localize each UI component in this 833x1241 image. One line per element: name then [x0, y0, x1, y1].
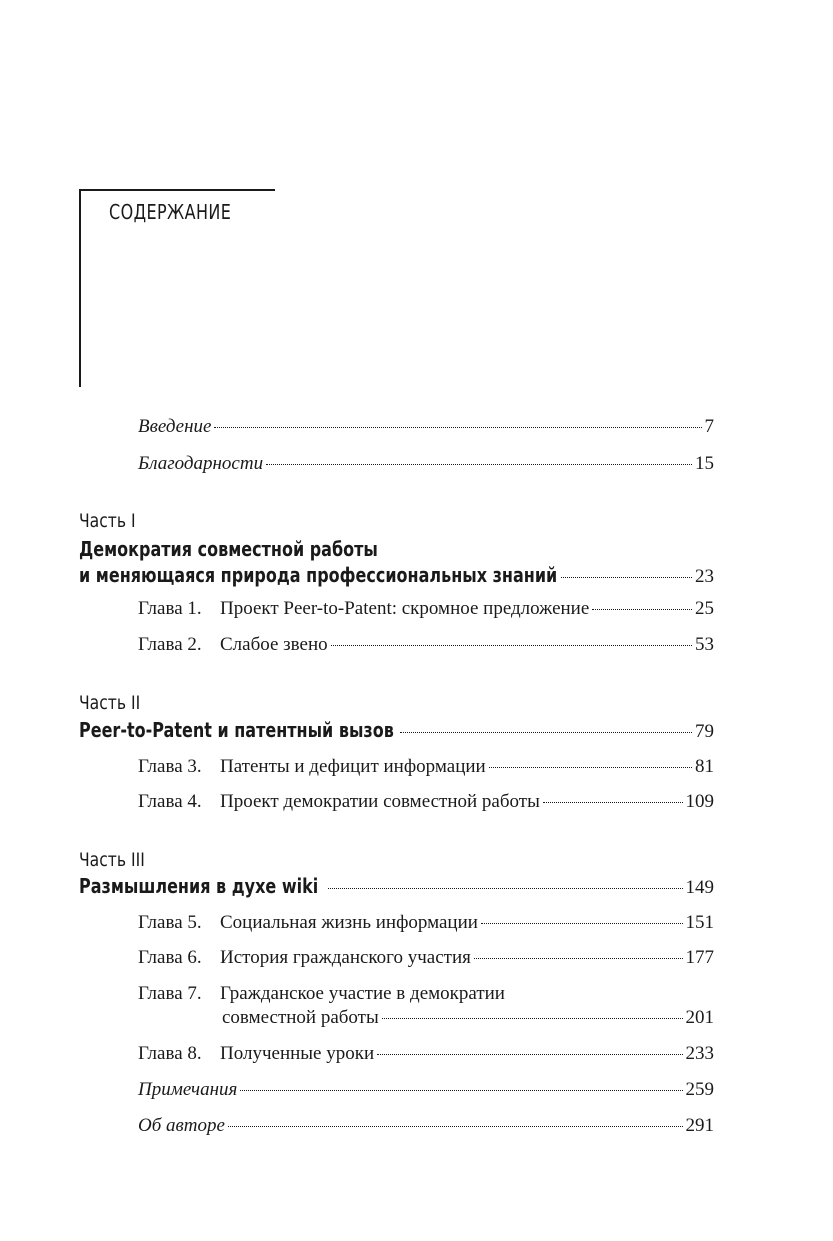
chapter-title: Проект Peer-to-Patent: скромное предложение: [220, 598, 590, 619]
leader-dots: [561, 577, 692, 578]
chapter-title: Социальная жизнь информации: [220, 912, 478, 933]
leader-dots: [377, 1054, 682, 1055]
part-label: Часть II: [79, 692, 141, 714]
corner-bracket-horizontal: [79, 189, 275, 191]
toc-entry-about-author[interactable]: [138, 1115, 714, 1139]
toc-page-number: 79: [695, 721, 714, 742]
toc-entry-part-2[interactable]: [79, 718, 714, 742]
toc-entry-part-1[interactable]: [79, 563, 714, 587]
part-title: Размышления в духе wiki: [79, 874, 319, 898]
toc-entry-label: Примечания: [138, 1079, 238, 1100]
part-title-line: [79, 537, 453, 563]
toc-entry-part-3[interactable]: [79, 874, 714, 898]
toc-entry-chapter-1[interactable]: [138, 598, 714, 622]
chapter-number: Глава 3.: [138, 756, 202, 777]
leader-dots: [382, 1018, 683, 1019]
chapter-number: Глава 2.: [138, 634, 202, 655]
chapter-title: Слабое звено: [220, 634, 328, 655]
leader-dots: [543, 802, 683, 803]
leader-dots: [240, 1090, 682, 1091]
leader-dots: [592, 609, 692, 610]
chapter-title: Полученные уроки: [220, 1043, 375, 1064]
toc-page-number: 109: [685, 791, 714, 812]
chapter-number: Глава 8.: [138, 1043, 202, 1064]
toc-entry-introduction[interactable]: [138, 416, 714, 440]
leader-dots: [400, 732, 692, 733]
leader-dots: [481, 923, 683, 924]
toc-page-number: 177: [685, 947, 714, 968]
part-label: Часть I: [79, 510, 136, 532]
leader-dots: [328, 888, 683, 889]
toc-page-number: 151: [685, 912, 714, 933]
leader-dots: [474, 958, 683, 959]
chapter-number: Глава 5.: [138, 912, 202, 933]
part-label: Часть III: [79, 849, 145, 871]
toc-page-number: 15: [695, 453, 714, 474]
toc-entry-chapter-6[interactable]: [138, 947, 714, 971]
toc-entry-chapter-5[interactable]: [138, 912, 714, 936]
toc-page-number: 81: [695, 756, 714, 777]
page-title: СОДЕРЖАНИЕ: [109, 200, 232, 224]
leader-dots: [266, 464, 692, 465]
toc-page-number: 25: [695, 598, 714, 619]
toc-page-number: 233: [685, 1043, 714, 1064]
chapter-title: Патенты и дефицит информации: [220, 756, 486, 777]
toc-page-number: 149: [685, 877, 714, 898]
chapter-title: История гражданского участия: [220, 947, 471, 968]
chapter-number: Глава 6.: [138, 947, 202, 968]
part-title: Peer-to-Patent и патентный вызов: [79, 718, 394, 742]
chapter-number: Глава 4.: [138, 791, 202, 812]
toc-entry-chapter-2[interactable]: [138, 634, 714, 658]
part-title: и меняющаяся природа профессиональных знаний: [79, 563, 558, 587]
toc-page-number: 7: [704, 416, 714, 437]
toc-entry-acknowledgements[interactable]: [138, 453, 714, 477]
chapter-title: совместной работы: [222, 1007, 379, 1028]
toc-page-number: 201: [685, 1007, 714, 1028]
toc-page-number: 291: [685, 1115, 714, 1136]
toc-entry-chapter-3[interactable]: [138, 756, 714, 780]
part-title: Демократия совместной работы: [79, 537, 378, 561]
chapter-number: Глава 1.: [138, 598, 202, 619]
leader-dots: [228, 1126, 683, 1127]
toc-entry-label: Введение: [138, 416, 212, 437]
toc-page-number: 53: [695, 634, 714, 655]
toc-entry-chapter-7-cont[interactable]: [222, 1007, 714, 1031]
toc-entry-label: Благодарности: [138, 453, 264, 474]
corner-bracket-vertical: [79, 189, 81, 387]
toc-entry-chapter-4[interactable]: [138, 791, 714, 815]
toc-entry-label: Об авторе: [138, 1115, 225, 1136]
leader-dots: [214, 427, 701, 428]
toc-entry-chapter-8[interactable]: [138, 1043, 714, 1067]
chapter-title: Проект демократии совместной работы: [220, 791, 540, 812]
chapter-number: Глава 7.: [138, 983, 202, 1004]
toc-page-number: 23: [695, 566, 714, 587]
toc-page-number: 259: [685, 1079, 714, 1100]
leader-dots: [331, 645, 692, 646]
toc-entry-notes[interactable]: [138, 1079, 714, 1103]
toc-entry-chapter-7[interactable]: [138, 983, 714, 1007]
leader-dots: [489, 767, 692, 768]
chapter-title: Гражданское участие в демократии: [220, 983, 505, 1004]
